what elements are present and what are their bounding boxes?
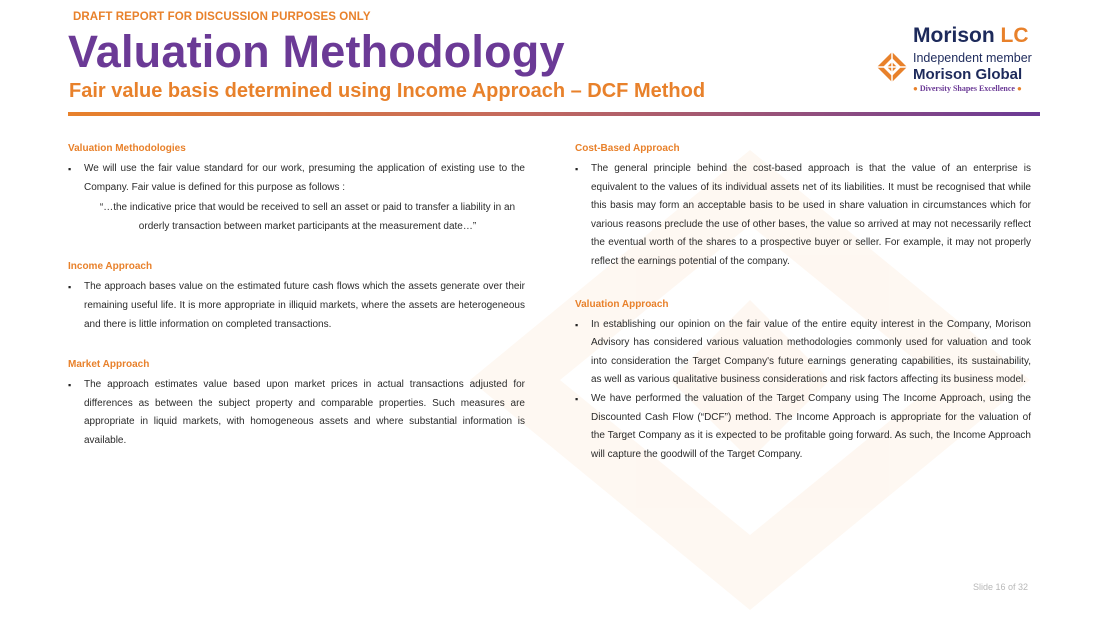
section-heading-cost: Cost-Based Approach [575, 143, 680, 154]
logo-tagline-member: Independent member [913, 51, 1032, 65]
market-bullet: ▪ The approach estimates value based upon market prices in actual transactions adjusted for differences as between the subject property and comparable properties. Such measures are appropriate in liquid markets, with homogeneous assets and where substantial information is available. [68, 376, 525, 450]
logo-motto: ● Diversity Shapes Excellence ● [913, 84, 1022, 93]
page-title: Valuation Methodology [68, 26, 565, 77]
logo-tagline-global: Morison Global [913, 66, 1023, 83]
draft-label: DRAFT REPORT FOR DISCUSSION PURPOSES ONLY [73, 11, 371, 23]
income-bullet: ▪ The approach bases value on the estimated future cash flows which the assets generate over their remaining useful life. It is more appropriate in illiquid markets, where the assets are heterogeneous and there is little information on completed transactions. [68, 278, 525, 334]
section-heading-valuation: Valuation Approach [575, 298, 669, 310]
valuation-bullet-2: ▪ We have performed the valuation of the Target Company using The Income Approach, using the Discounted Cash Flow (“DCF”) method. The Income Approach is appropriate for the valuation of the Target Company as it is expected to be profitable going forward. As such, the Income Approach will capture the goodwill of the Target Company. [575, 390, 1031, 464]
page-subtitle: Fair value basis determined using Income Approach – DCF Method [69, 80, 706, 102]
morison-logo-mark-icon [877, 52, 907, 82]
valuation-bullet-1: ▪ In establishing our opinion on the fair value of the entire equity interest in the Company, Morison Advisory has considered various valuation methodologies commonly used for valuation and took into consideration the Target Company's future earnings generating capabilities, its sustainability, as well as various qualitative business considerations and risk factors affecting its business model. [575, 316, 1031, 390]
methodologies-bullet: ▪ We will use the fair value standard for our work, presuming the application of existing use to the Company. Fair value is defined for this purpose as follows : [68, 160, 525, 197]
section-heading-market: Market Approach [68, 359, 150, 371]
section-heading-income: Income Approach [68, 261, 153, 273]
slide-number: Slide 16 of 32 [973, 582, 1029, 592]
fair-value-quote: “…the indicative price that would be received to sell an asset or paid to transfer a liability in an orderly transaction between market participants at the measurement date…” [99, 202, 516, 232]
logo-wordmark: Morison LC [913, 24, 1029, 47]
morison-logo [877, 26, 1042, 98]
right-column [575, 142, 1031, 464]
header-divider [68, 112, 1040, 116]
left-column [68, 142, 525, 451]
section-heading-methodologies: Valuation Methodologies [68, 143, 186, 154]
cost-bullet: ▪ The general principle behind the cost-based approach is that the value of an enterprise is equivalent to the values of its individual assets net of its liabilities. It must be recognised that while this basis may form an acceptable basis to be used in share valuation in circumstances which for various reasons preclude the use of other bases, the value so arrived at may not necessarily reflect the eventual worth of the shares to a prospective buyer or seller. For example, it may not properly reflect the earnings potential of the company. [575, 160, 1031, 272]
